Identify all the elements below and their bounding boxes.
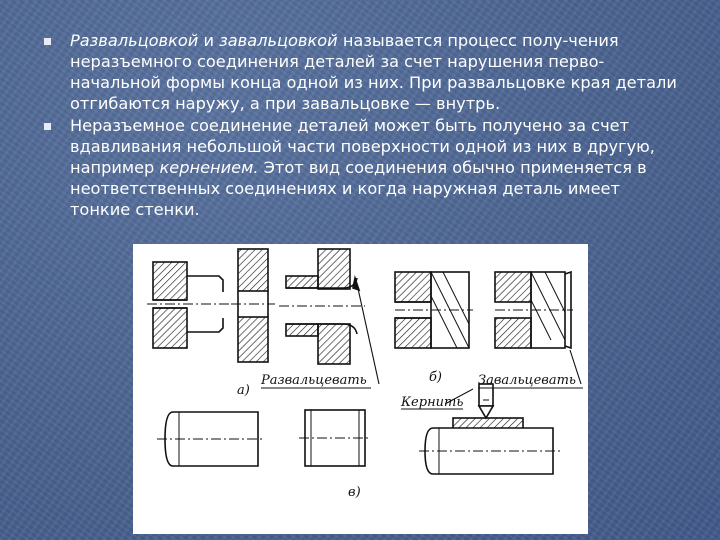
drawing-b-before	[395, 272, 473, 348]
drawing-a-assembly	[279, 249, 379, 384]
term-razvaltsovka: Развальцовкой	[70, 31, 199, 50]
drawing-b-after	[495, 272, 581, 384]
square-bullet-icon	[44, 38, 51, 45]
label-zavaltsevat: Завальцевать	[478, 373, 577, 388]
bullet-item-2	[44, 115, 684, 220]
square-bullet-icon	[44, 123, 51, 130]
label-b: б)	[429, 370, 443, 385]
label-a: а)	[237, 383, 250, 398]
label-kernit: Кернить	[401, 395, 464, 410]
drawing-a-plate	[231, 249, 275, 362]
term-zavaltsovka: завальцовкой	[219, 31, 338, 50]
drawing-v-pin	[157, 412, 265, 466]
bullet-2-text-a: Неразъемное соединение деталей может быть получено за счет вдавливания небольшой части поверхности одной из них в другую, например	[70, 116, 655, 177]
drawing-v-sleeve	[299, 410, 371, 466]
label-razvaltsevat: Развальцевать	[261, 373, 367, 388]
bullet-item-1	[44, 30, 684, 114]
bullet-2-text-b: Этот вид соединения обычно применяется в неответственных соединениях и когда наружная деталь имеет тонкие стенки.	[70, 158, 647, 219]
technical-drawing-figure	[133, 244, 588, 534]
term-kernenie: кернением.	[159, 158, 259, 177]
drawing-a-bushing	[147, 262, 229, 348]
bullet-list	[44, 30, 684, 221]
conjunction-text: и	[198, 31, 220, 50]
label-v: в)	[348, 485, 361, 500]
bullet-1-text: называется процесс полу-чения неразъемного соединения деталей за счет нарушения перво-начальной формы конца одной из них. При развальцовке края детали отгибаются наружу, а при завальцовке — внутрь.	[70, 31, 677, 113]
